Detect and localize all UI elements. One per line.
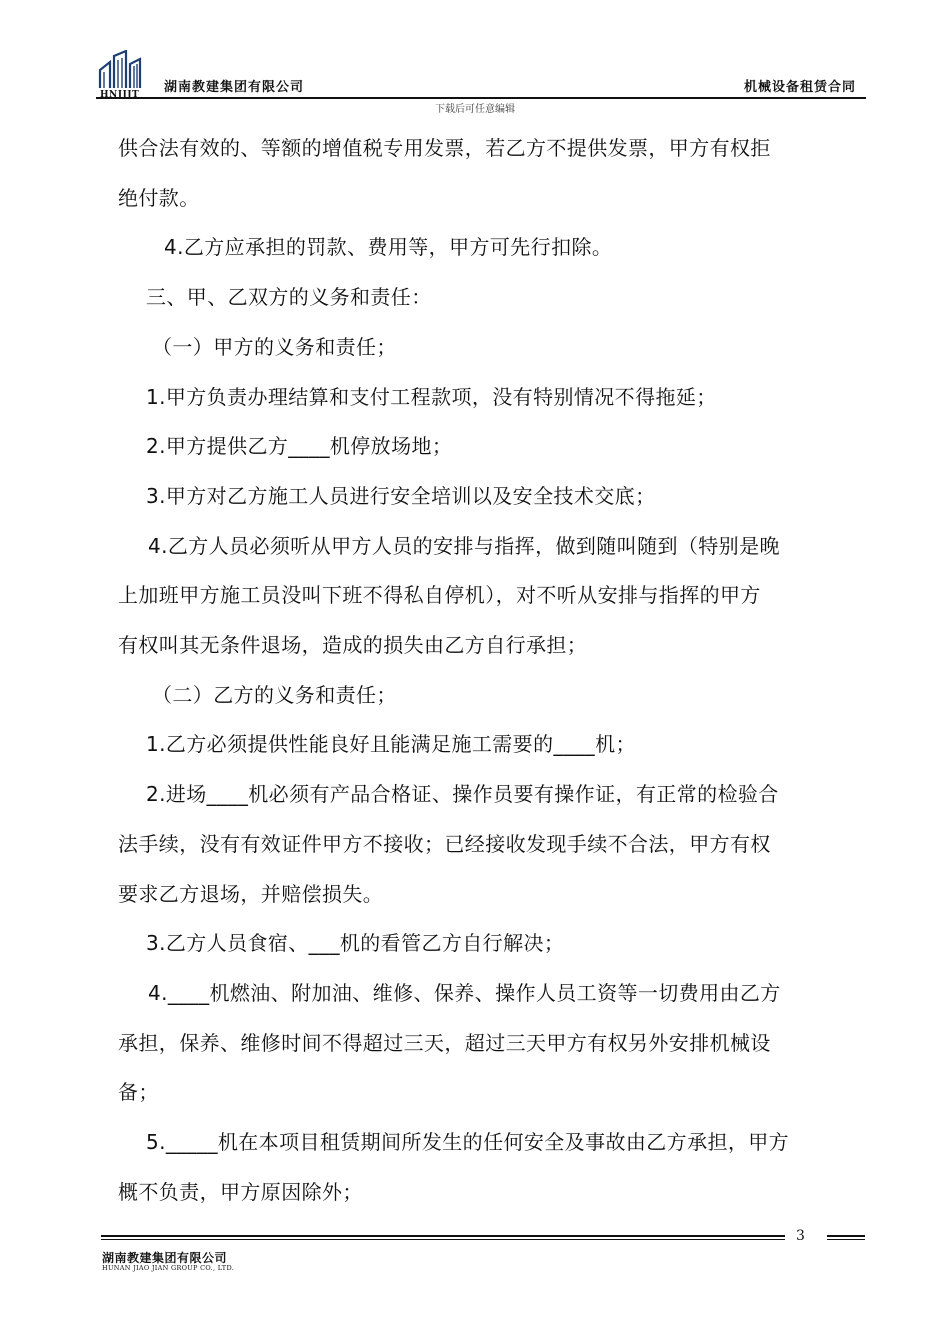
paragraph-line: 1.乙方必须提供性能良好且能满足施工需要的____机； bbox=[146, 732, 636, 757]
paragraph-line: （一）甲方的义务和责任； bbox=[152, 334, 397, 359]
footer-divider-left bbox=[101, 1235, 785, 1240]
paragraph-line: 有权叫其无条件退场，造成的损失由乙方自行承担； bbox=[118, 633, 588, 658]
paragraph-line: 3.甲方对乙方施工人员进行安全培训以及安全技术交底； bbox=[146, 483, 656, 508]
paragraph-line: 法手续，没有有效证件甲方不接收；已经接收发现手续不合法，甲方有权 bbox=[118, 831, 771, 856]
paragraph-line: 要求乙方退场，并赔偿损失。 bbox=[118, 881, 384, 906]
logo-caption: HNJJJT bbox=[100, 90, 140, 100]
header-document-title: 机械设备租赁合同 bbox=[743, 80, 856, 95]
paragraph-line: 4.乙方应承担的罚款、费用等，甲方可先行扣除。 bbox=[164, 235, 613, 260]
edit-note: 下载后可任意编辑 bbox=[435, 104, 515, 115]
paragraph-line: 概不负责，甲方原因除外； bbox=[118, 1179, 363, 1204]
header-divider bbox=[96, 97, 866, 99]
paragraph-line: 三、甲、乙双方的义务和责任： bbox=[146, 285, 432, 310]
paragraph-line: 2.进场____机必须有产品合格证、操作员要有操作证，有正常的检验合 bbox=[146, 782, 779, 807]
paragraph-line: 上加班甲方施工员没叫下班不得私自停机），对不听从安排与指挥的甲方 bbox=[118, 583, 761, 608]
footer-divider-right bbox=[827, 1235, 865, 1240]
paragraph-line: 4.乙方人员必须听从甲方人员的安排与指挥，做到随叫随到（特别是晚 bbox=[148, 533, 780, 558]
paragraph-line: 4.____机燃油、附加油、维修、保养、操作人员工资等一切费用由乙方 bbox=[148, 980, 781, 1005]
footer-company-english: HUNAN JIAO JIAN GROUP CO., LTD. bbox=[102, 1264, 235, 1272]
footer-company-name: 湖南教建集团有限公司 bbox=[102, 1251, 228, 1265]
paragraph-line: （二）乙方的义务和责任； bbox=[152, 682, 397, 707]
paragraph-line: 3.乙方人员食宿、___机的看管乙方自行解决； bbox=[146, 931, 565, 956]
paragraph-line: 2.甲方提供乙方____机停放场地； bbox=[146, 434, 453, 459]
page-number: 3 bbox=[796, 1228, 805, 1244]
paragraph-line: 绝付款。 bbox=[118, 185, 200, 210]
paragraph-line: 承担，保养、维修时间不得超过三天，超过三天甲方有权另外安排机械设 bbox=[118, 1030, 771, 1055]
paragraph-line: 5._____机在本项目租赁期间所发生的任何安全及事故由乙方承担，甲方 bbox=[146, 1130, 790, 1155]
paragraph-line: 1.甲方负责办理结算和支付工程款项，没有特别情况不得拖延； bbox=[146, 384, 717, 409]
paragraph-line: 供合法有效的、等额的增值税专用发票，若乙方不提供发票，甲方有权拒 bbox=[118, 136, 771, 160]
header-company-name: 湖南教建集团有限公司 bbox=[164, 80, 305, 95]
paragraph-line: 备； bbox=[118, 1080, 159, 1105]
contract-body bbox=[118, 124, 858, 1217]
